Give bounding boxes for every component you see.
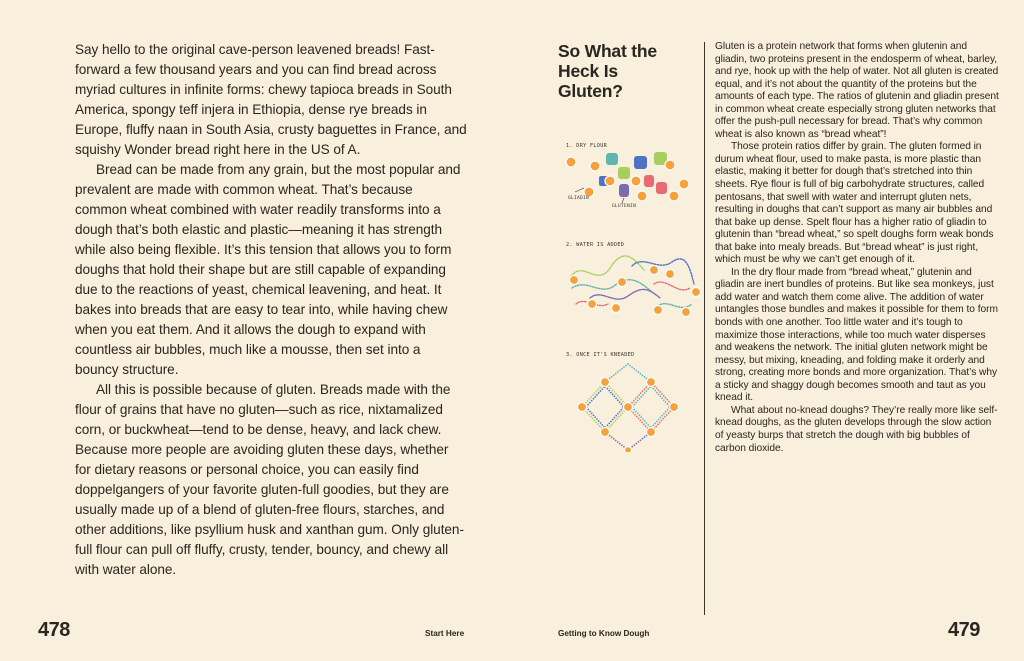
paragraph: Bread can be made from any grain, but the most popular and prevalent are made with common wheat. That’s because common wheat combined with water readily transforms into a dough that’s both elastic and plastic—meaning it has strength while also being flexible. It’s this tension that allows you to form doughs that hold their shape but are still capable of expanding due to the reactions of yeast, chemical leavening, and heat. It bakes into breads that are easy to tear into, while having chew when you eat them. And it allows the dough to expand with countless air bubbles, much like a mousse, then set into a bouncy structure. <box>75 162 461 377</box>
paragraph: Those protein ratios differ by grain. The gluten formed in durum wheat flour, used to make pasta, is more plastic than elastic, making it better for dough that’s stretched into thin sheets. Rye flour is full of big carbohydrate structures, called pentosans, that swell with water and interrupt gluten nets, resulting in doughs that can’t support as many air bubbles and that bake up dense. Spelt flour has a higher ratio of gliadin to glutenin than “bread wheat,” so spelt doughs form weak bonds that bake into mealy breads. But “bread wheat” is just right, which must be why we can’t get enough of it. <box>715 141 994 266</box>
glutenin-bundle <box>619 184 629 197</box>
water-added-illustration <box>562 248 702 326</box>
gliadin-ball <box>590 161 600 171</box>
gliadin-ball <box>637 191 647 201</box>
glutenin-bundle <box>618 167 630 179</box>
paragraph: Gluten is a protein network that forms when glutenin and gliadin, two proteins present in the endosperm of wheat, barley, and rye, hook up with the help of water. Not all gluten is created equal, and it’s not about the quantity of the proteins but the amounts of each type. The ratios of glutenin and gliadin present in common wheat create especially strong gluten networks that offer the push-pull necessary for bread. That’s why common wheat is also known as “bread wheat”! <box>715 41 999 140</box>
step-1-label: 1. DRY FLOUR <box>566 143 608 149</box>
step-2-label: 2. WATER IS ADDED <box>566 242 625 248</box>
label-glutenin: GLUTENIN <box>612 204 637 209</box>
gliadin-ball <box>566 157 576 167</box>
page-number-right: 479 <box>948 619 980 641</box>
paragraph: All this is possible because of gluten. Breads made with the flour of grains that have no gluten—such as rice, nixtamalized corn, or buckwheat—tend to be dense, heavy, and lack chew. Because more people are avoiding gluten these days, whether for dietary reasons or personal choice, you can easily find doppelgangers of your favorite gluten-full goodies, but they are usually made up of a blend of gluten-free flours, starches, and other additions, like psyllium husk and xanthan gum. Only gluten-full flour can pull off fluffy, crusty, tender, bouncy, and chewy all with water alone. <box>75 382 464 577</box>
label-gliadin: GLIADIN <box>568 196 590 201</box>
glutenin-bundle <box>644 175 654 187</box>
footer-chapter-label: Getting to Know Dough <box>558 629 650 638</box>
gliadin-ball <box>665 160 675 170</box>
sidebar-title: So What the Heck Is Gluten? <box>558 41 657 101</box>
gliadin-ball <box>669 191 679 201</box>
right-page <box>512 0 1024 661</box>
page-number-left: 478 <box>38 619 70 641</box>
kneaded-illustration <box>572 362 682 452</box>
glutenin-bundle <box>656 182 667 194</box>
step-3-label: 3. ONCE IT'S KNEADED <box>566 352 635 358</box>
paragraph: Say hello to the original cave-person leavened breads! Fast-forward a few thousand years and you can find bread across myriad cultures in infinite forms: chewy tapioca breads in South America, spongy teff injera in Ethiopia, dense rye breads in Europe, fluffy naan in South Asia, crusty baguettes in France, and squishy Wonder bread right here in the US of A. <box>75 42 467 157</box>
paragraph: What about no-knead doughs? They’re really more like self-knead doughs, as the gluten develops through the slow action of yeasty burps that stretch the dough with big bubbles of carbon dioxide. <box>715 404 998 454</box>
column-divider <box>704 42 705 615</box>
right-body-text <box>715 41 999 455</box>
paragraph: In the dry flour made from “bread wheat,” glutenin and gliadin are inert bundles of proteins. But like sea monkeys, just add water and watch them come alive. The addition of water untangles those bundles and makes it possible for them to form bonds with one another. Too little water and it’s tough to maximize those interactions, while too much water disperses and weakens the network. The initial gluten network might be messy, but mixing, kneading, and folding make it orderly and strong, creating more bonds and more organization. That’s why a sticky and shaggy dough becomes smooth and taut as you knead it. <box>715 266 998 404</box>
gliadin-ball <box>605 176 615 186</box>
footer-section-label: Start Here <box>425 629 465 638</box>
gliadin-ball <box>679 179 689 189</box>
left-body-text <box>75 40 467 580</box>
gliadin-ball <box>631 176 641 186</box>
glutenin-bundle <box>606 153 618 165</box>
glutenin-bundle <box>634 156 647 169</box>
